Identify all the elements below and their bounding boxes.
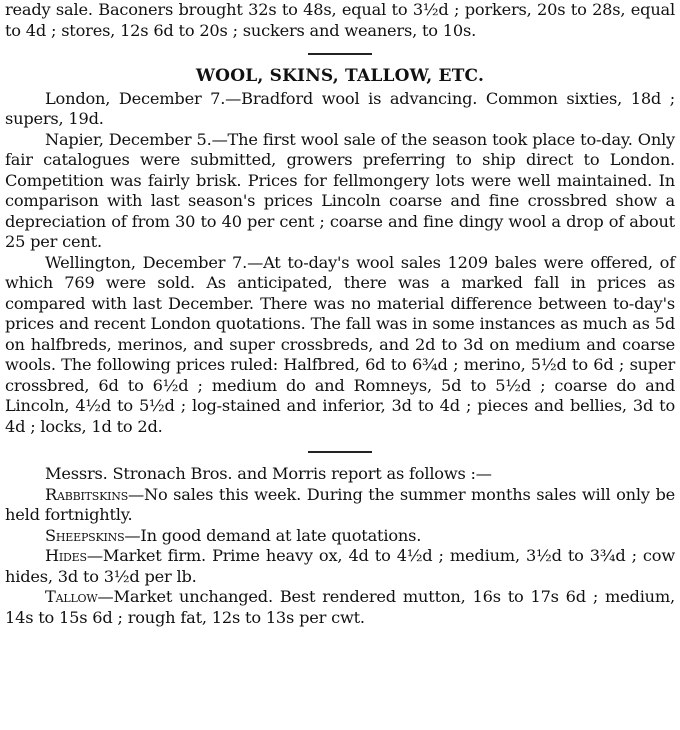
report-item-rabbitskins	[5, 485, 675, 526]
report-divider	[308, 451, 372, 453]
report-item-hides	[5, 546, 675, 587]
report-item-label: Tallow	[45, 587, 98, 606]
paragraph-napier: Napier, December 5.—The first wool sale of the season took place to-day. Only fair catalogues were submitted, growers preferring to ship direct to London. Competition was fairly brisk. Prices for fellmongery lots were well maintained. In comparison with last season's prices Lincoln coarse and fine crossbred show a depreciation of from 30 to 40 per cent ; coarse and fine dingy wool a drop of about 25 per cent.	[5, 129, 675, 251]
report-item-label: Hides	[45, 546, 87, 565]
paragraph-london: London, December 7.—Bradford wool is advancing. Common sixties, 18d ; supers, 19d.	[5, 88, 675, 128]
report-item-text: —No sales this week. During the summer months sales will only be held fortnightly.	[5, 484, 675, 524]
section-divider	[308, 53, 372, 55]
paragraph-wellington: Wellington, December 7.—At to-day's wool sales 1209 bales were offered, of which 769 were sold. As anticipated, there was a marked fall in prices as compared with last December. There was no material difference between to-day's prices and recent London quotations. The fall was in some instances as much as 5d on halfbreds, merinos, and super crossbreds, and 2d to 3d on medium and coarse wools. The following prices ruled: Halfbred, 6d to 6¾d ; merino, 5½d to 6d ; super crossbred, 6d to 6½d ; medium do and Romneys, 5d to 5½d ; coarse do and Lincoln, 4½d to 5½d ; log-stained and inferior, 3d to 4d ; pieces and bellies, 3d to 4d ; locks, 1d to 2d.	[5, 252, 675, 436]
section-heading: WOOL, SKINS, TALLOW, ETC.	[195, 66, 485, 86]
report-intro: Messrs. Stronach Bros. and Morris report as follows :—	[45, 464, 492, 483]
top-paragraph: ready sale. Baconers brought 32s to 48s, equal to 3½d ; porkers, 20s to 28s, equal to 4d ; stores, 12s 6d to 20s ; suckers and weaners, to 10s.	[5, 0, 675, 40]
report-item-text: —Market firm. Prime heavy ox, 4d to 4½d ; medium, 3½d to 3¾d ; cow hides, 3d to 3½d per lb.	[5, 546, 675, 586]
report-item-label: Sheepskins	[45, 525, 125, 545]
report-item-sheepskins	[5, 526, 675, 547]
report-item-text: —In good demand at late quotations.	[124, 525, 422, 545]
report-item-tallow	[5, 587, 675, 628]
report-item-text: —Market unchanged. Best rendered mutton, 16s to 17s 6d ; medium, 14s to 15s 6d ; rough fat, 12s to 13s per cwt.	[5, 587, 675, 627]
report-item-label: Rabbitskins	[45, 484, 129, 504]
